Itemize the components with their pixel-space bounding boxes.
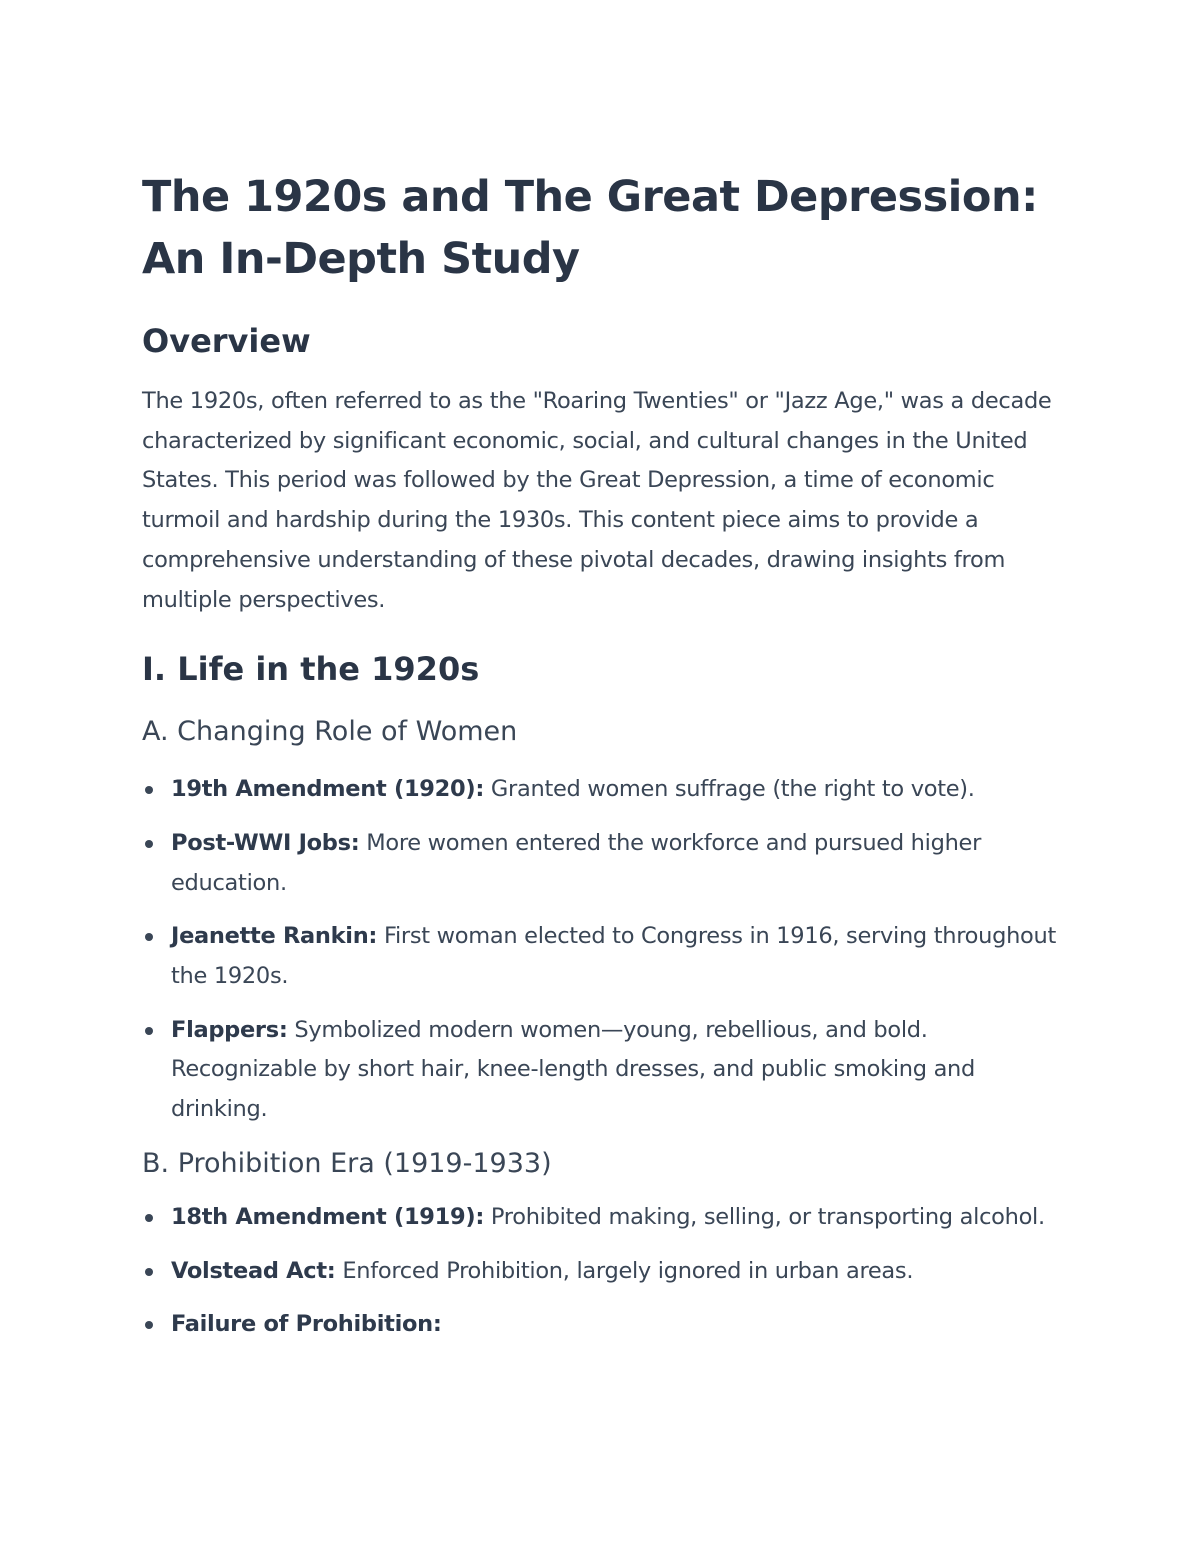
bullet-icon xyxy=(145,1027,153,1035)
list-item-term: Failure of Prohibition: xyxy=(171,1311,442,1338)
list-item xyxy=(142,770,1072,810)
list-item-term: Flappers: xyxy=(171,1016,288,1043)
list-item-term: 19th Amendment (1920): xyxy=(171,776,485,803)
women-bullet-list xyxy=(142,770,1072,1130)
list-item xyxy=(142,1011,1072,1130)
overview-paragraph: The 1920s, often referred to as the "Roaring Twenties" or "Jazz Age," was a decade characterized by significant economic, social, and cultural changes in the United States. This period was followed by the Great Depression, a time of economic turmoil and hardship during the 1930s. This content piece aims to provide a comprehensive understanding of these pivotal decades, drawing insights from multiple perspectives. xyxy=(142,388,1052,613)
bullet-icon xyxy=(145,1321,153,1329)
list-item-term: Volstead Act: xyxy=(171,1257,336,1284)
list-item-text: Prohibited making, selling, or transporting alcohol. xyxy=(484,1203,1045,1230)
list-item-text: Symbolized modern women—young, rebellious, and bold. Recognizable by short hair, knee-length dresses, and public smoking and drinking. xyxy=(171,1016,976,1123)
list-item-text: Granted women suffrage (the right to vote). xyxy=(484,776,975,803)
subsection-b-heading: B. Prohibition Era (1919-1933) xyxy=(142,1147,552,1179)
document-page xyxy=(142,166,1072,1359)
list-item xyxy=(142,917,1072,996)
list-item-term: 18th Amendment (1919): xyxy=(171,1203,485,1230)
bullet-icon xyxy=(145,786,153,794)
subsection-a-heading: A. Changing Role of Women xyxy=(142,716,518,748)
bullet-icon xyxy=(145,933,153,941)
bullet-icon xyxy=(145,1268,153,1276)
prohibition-bullet-list xyxy=(142,1198,1072,1345)
list-item-text: First woman elected to Congress in 1916, serving throughout the 1920s. xyxy=(171,923,1056,990)
list-item-term: Jeanette Rankin: xyxy=(171,923,378,950)
section-1-heading: I. Life in the 1920s xyxy=(142,650,480,689)
document-title-line-2: An In-Depth Study xyxy=(142,234,580,284)
list-item xyxy=(142,824,1072,903)
bullet-icon xyxy=(145,1214,153,1222)
list-item-text: Enforced Prohibition, largely ignored in urban areas. xyxy=(335,1257,914,1284)
list-item xyxy=(142,1252,1072,1292)
document-title-line-1: The 1920s and The Great Depression: xyxy=(142,172,1038,222)
list-item-text: More women entered the workforce and pursued higher education. xyxy=(171,829,982,896)
list-item xyxy=(142,1198,1072,1238)
list-item xyxy=(142,1305,1072,1345)
list-item-term: Post-WWI Jobs: xyxy=(171,829,360,856)
bullet-icon xyxy=(145,840,153,848)
document-title xyxy=(142,166,1072,290)
overview-heading: Overview xyxy=(142,322,311,360)
